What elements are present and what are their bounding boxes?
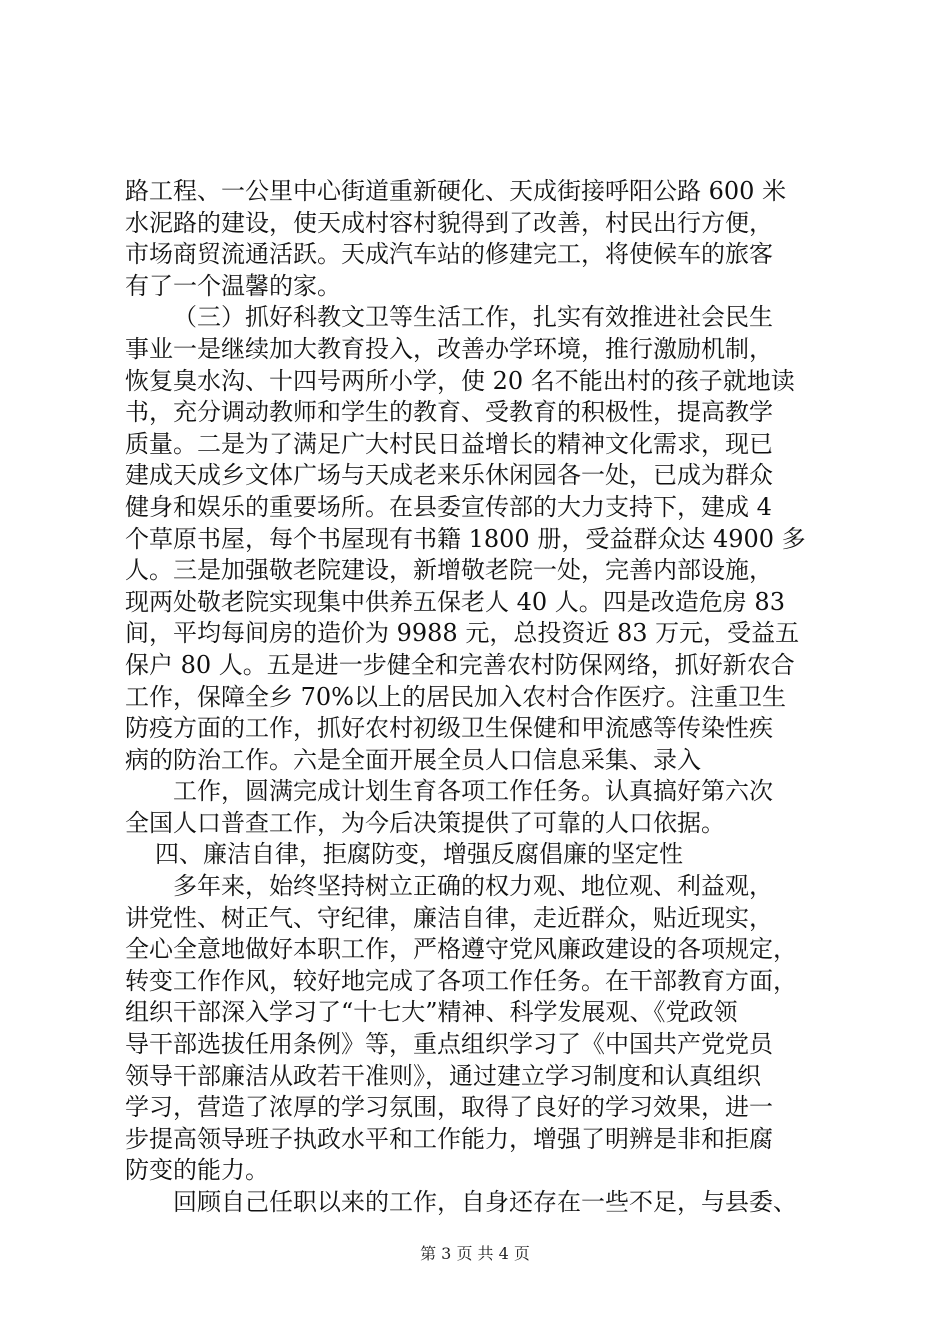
text-line: 学习，营造了浓厚的学习氛围，取得了良好的学习效果，进一: [125, 1093, 773, 1122]
text-line: 转变工作作风，较好地完成了各项工作任务。在干部教育方面，: [125, 966, 797, 995]
text-line: 工作，保障全乡 70%以上的居民加入农村合作医疗。注重卫生: [125, 682, 786, 711]
text-line: 讲党性、树正气、守纪律，廉洁自律，走近群众，贴近现实，: [125, 903, 773, 932]
text-line: 人。三是加强敬老院建设，新增敬老院一处，完善内部设施，: [125, 556, 773, 585]
text-line: 质量。二是为了满足广大村民日益增长的精神文化需求，现已: [125, 429, 773, 458]
text-line: 保户 80 人。五是进一步健全和完善农村防保网络，抓好新农合: [125, 650, 795, 679]
text-line: 领导干部廉洁从政若干准则》，通过建立学习制度和认真组织: [125, 1061, 761, 1090]
text-line: 水泥路的建设，使天成村容村貌得到了改善，村民出行方便，: [125, 208, 773, 237]
text-line: （三）抓好科教文卫等生活工作，扎实有效推进社会民生: [173, 303, 773, 332]
text-line: 多年来，始终坚持树立正确的权力观、地位观、利益观，: [173, 872, 773, 901]
page-footer: 第 3 页 共 4 页: [420, 1244, 530, 1263]
text-line: 间，平均每间房的造价为 9988 元，总投资近 83 万元，受益五: [125, 619, 800, 648]
text-line: 书，充分调动教师和学生的教育、受教育的积极性，提高教学: [125, 398, 773, 427]
text-line: 市场商贸流通活跃。天成汽车站的修建完工，将使候车的旅客: [125, 240, 773, 269]
text-line: 现两处敬老院实现集中供养五保老人 40 人。四是改造危房 83: [125, 587, 785, 616]
text-line: 事业一是继续加大教育投入，改善办学环境，推行激励机制，: [125, 334, 773, 363]
text-line: 个草原书屋，每个书屋现有书籍 1800 册，受益群众达 4900 多: [125, 524, 806, 553]
document-body: [125, 176, 841, 1219]
text-line: 健身和娱乐的重要场所。在县委宣传部的大力支持下，建成 4: [125, 492, 772, 521]
text-line: 四、廉洁自律，拒腐防变，增强反腐倡廉的坚定性: [155, 840, 683, 869]
text-line: 路工程、一公里中心街道重新硬化、天成街接呼阳公路 600 米: [125, 177, 787, 205]
text-line: 防疫方面的工作，抓好农村初级卫生保健和甲流感等传染性疾: [125, 714, 773, 743]
text-line: 全心全意地做好本职工作，严格遵守党风廉政建设的各项规定，: [125, 935, 797, 964]
text-line: 工作，圆满完成计划生育各项工作任务。认真搞好第六次: [173, 777, 773, 806]
text-line: 导干部选拔任用条例》等，重点组织学习了《中国共产党党员: [125, 1030, 773, 1059]
text-line: 防变的能力。: [125, 1156, 269, 1185]
text-line: 恢复臭水沟、十四号两所小学，使 20 名不能出村的孩子就地读: [125, 366, 795, 395]
text-line: 建成天成乡文体广场与天成老来乐休闲园各一处，已成为群众: [125, 461, 773, 490]
text-line: 回顾自己任职以来的工作，自身还存在一些不足，与县委、: [173, 1188, 797, 1216]
text-line: 组织干部深入学习了“十七大”精神、科学发展观、《党政领: [125, 998, 738, 1027]
text-line: 有了一个温馨的家。: [125, 271, 341, 300]
text-line: 病的防治工作。六是全面开展全员人口信息采集、录入: [125, 745, 701, 774]
text-line: 全国人口普查工作，为今后决策提供了可靠的人口依据。: [125, 808, 725, 837]
text-line: 步提高领导班子执政水平和工作能力，增强了明辨是非和拒腐: [125, 1124, 773, 1153]
